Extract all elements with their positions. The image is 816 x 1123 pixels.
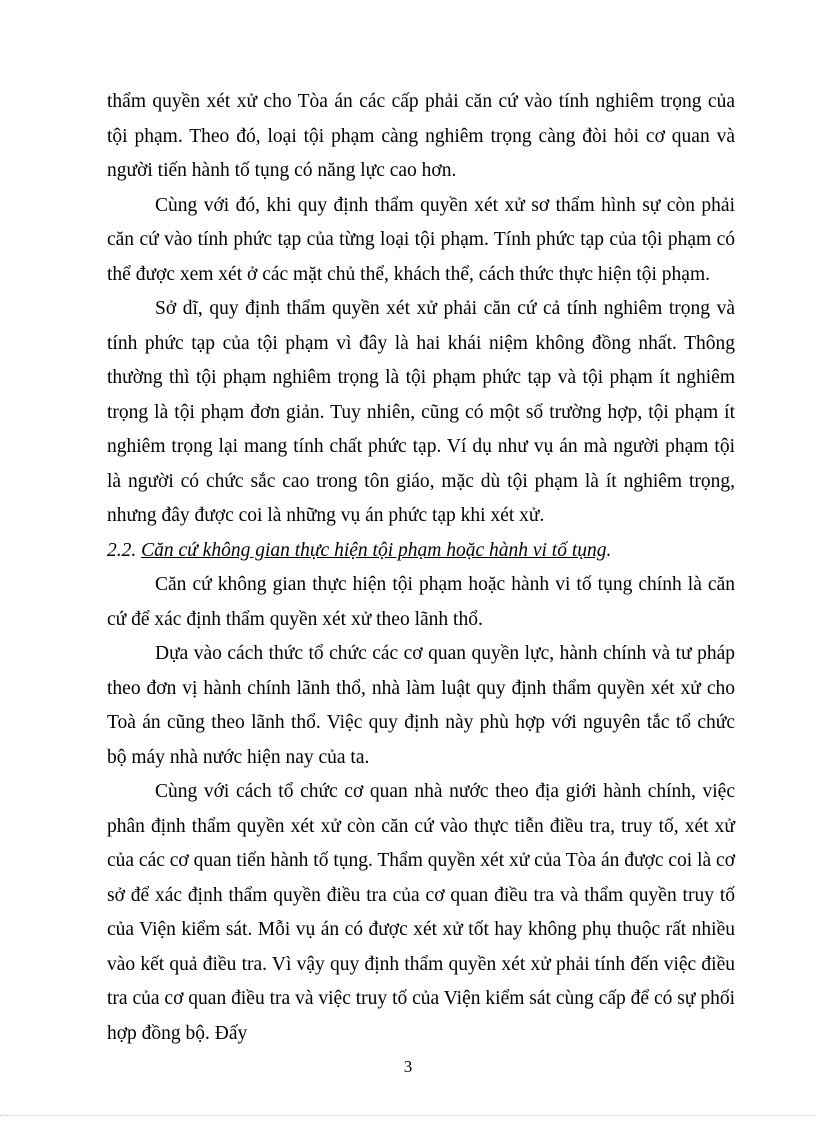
section-heading-number: 2.2. [107,539,137,561]
paragraph-continuation: thẩm quyền xét xử cho Tòa án các cấp phải căn cứ vào tính nghiêm trọng của tội phạm. Theo đó, loại tội phạm càng nghiêm trọng càng đòi hỏi cơ quan và người tiến hành tố tụng có năng lực cao hơn. [107,91,735,181]
section-heading [107,534,735,569]
section-heading-title: Căn cứ không gian thực hiện tội phạm hoặc hành vi tố tụng [141,539,607,561]
section-heading-trailing: . [606,539,612,561]
document-body [107,85,735,1051]
paragraph-complexity: Cùng với đó, khi quy định thẩm quyền xét xử sơ thẩm hình sự còn phải căn cứ vào tính phức tạp của từng loại tội phạm. Tính phức tạp của tội phạm có thể được xem xét ở các mặt chủ thể, khách thể, cách thức thực hiện tội phạm. [107,194,735,285]
paragraph-territorial-basis: Căn cứ không gian thực hiện tội phạm hoặc hành vi tố tụng chính là căn cứ để xác định thẩm quyền xét xử theo lãnh thổ. [107,574,735,630]
paragraph-coordination: Cùng với cách tổ chức cơ quan nhà nước theo địa giới hành chính, việc phân định thẩm quyền xét xử còn căn cứ vào thực tiễn điều tra, truy tố, xét xử của các cơ quan tiến hành tố tụng. Thẩm quyền xét xử của Tòa án được coi là cơ sở để xác định thẩm quyền điều tra của cơ quan điều tra và thẩm quyền truy tố của Viện kiểm sát. Mỗi vụ án có được xét xử tốt hay không phụ thuộc rất nhiều vào kết quả điều tra. Vì vậy quy định thẩm quyền xét xử phải tính đến việc điều tra của cơ quan điều tra và việc truy tố của Viện kiểm sát cùng cấp để có sự phối hợp đồng bộ. Đấy [107,781,736,1044]
page-number: 3 [403,1057,413,1076]
paragraph-organization: Dựa vào cách thức tổ chức các cơ quan quyền lực, hành chính và tư pháp theo đơn vị hành chính lãnh thổ, nhà làm luật quy định thẩm quyền xét xử cho Toà án cũng theo lãnh thổ. Việc quy định này phù hợp với nguyên tắc tổ chức bộ máy nhà nước hiện nay của ta. [107,643,735,768]
footer-divider [0,1115,816,1116]
paragraph-reasoning: Sở dĩ, quy định thẩm quyền xét xử phải căn cứ cả tính nghiêm trọng và tính phức tạp của tội phạm vì đây là hai khái niệm không đồng nhất. Thông thường thì tội phạm nghiêm trọng là tội phạm phức tạp và tội phạm ít nghiêm trọng là tội phạm đơn giản. Tuy nhiên, cũng có một số trường hợp, tội phạm ít nghiêm trọng lại mang tính chất phức tạp. Ví dụ như vụ án mà người phạm tội là người có chức sắc cao trong tôn giáo, mặc dù tội phạm là ít nghiêm trọng, nhưng đây được coi là những vụ án phức tạp khi xét xử. [107,298,735,526]
